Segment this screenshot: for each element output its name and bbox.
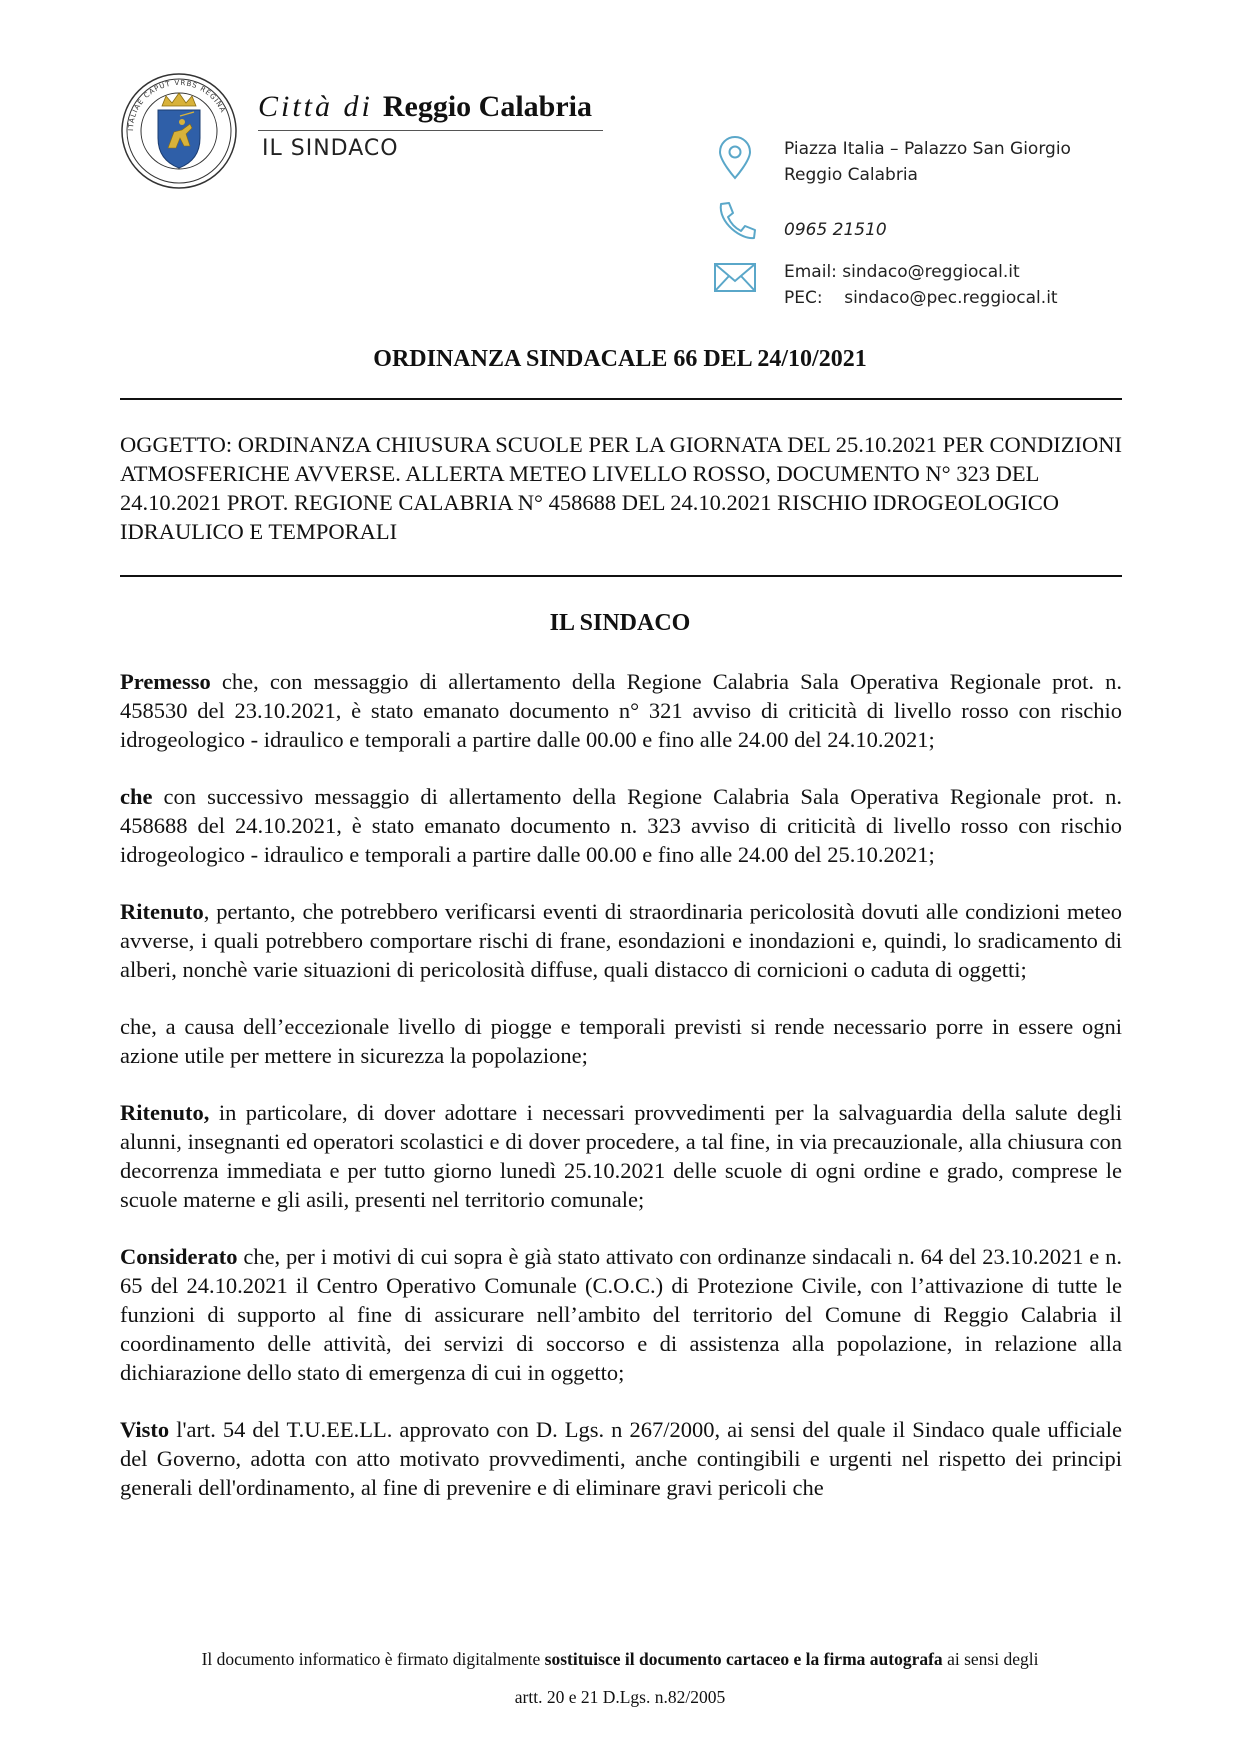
paragraph-ritenuto-particolare — [120, 1098, 1122, 1214]
paragraph-premesso — [120, 667, 1122, 754]
address-line-2: Reggio Calabria — [784, 165, 918, 185]
paragraph-text: con successivo messaggio di allertamento della Regione Calabria Sala Operativa Regionale prot. n. 458688 del 24.10.2021, è stato emanato documento n. 323 avviso di criticità di livello rosso con rischio idrogeologico - idraulico e temporali a partire dalle 00.00 e fino alle 24.00 del 25.10.2021; — [120, 784, 1122, 867]
footer-line-1 — [0, 1640, 1240, 1678]
footer-line-2: artt. 20 e 21 D.Lgs. n.82/2005 — [514, 1687, 726, 1707]
city-name: Reggio Calabria — [382, 90, 593, 123]
section-heading: IL SINDACO — [549, 610, 691, 636]
ordinance-subject: OGGETTO: ORDINANZA CHIUSURA SCUOLE PER LA GIORNATA DEL 25.10.2021 PER CONDIZIONI ATMOSFERICHE AVVERSE. ALLERTA METEO LIVELLO ROSSO, DOCUMENTO N° 323 DEL 24.10.2021 PROT. REGIONE CALABRIA N° 458688 DEL 24.10.2021 RISCHIO IDROGEOLOGICO IDRAULICO E TEMPORALI — [120, 432, 1122, 544]
ordinance-title: ORDINANZA SINDACALE 66 DEL 24/10/2021 — [373, 346, 867, 372]
mail-icon — [712, 254, 758, 300]
phone-number — [784, 217, 887, 243]
footer-text: Il documento informatico è firmato digitalmente — [201, 1649, 545, 1669]
paragraph-text: l'art. 54 del T.U.EE.LL. approvato con D. Lgs. n 267/2000, ai sensi del quale il Sindaco quale ufficiale del Governo, adotta con atto motivato provvedimenti, anche contingibili e urgenti nel rispetto dei principi generali dell'ordinamento, al fine di prevenire e di eliminare gravi pericoli che — [120, 1417, 1122, 1500]
digital-signature-footer — [0, 1640, 1240, 1716]
paragraph-ritenuto — [120, 897, 1122, 984]
location-pin-icon — [712, 135, 758, 181]
paragraph-text: che, con messaggio di allertamento della Regione Calabria Sala Operativa Regionale prot. n. 458530 del 23.10.2021, è stato emanato documento n° 321 avviso di criticità di livello rosso con rischio idrogeologico - idraulico e temporali a partire dalle 00.00 e fino alle 24.00 del 24.10.2021; — [120, 669, 1122, 752]
phone-value: 0965 21510 — [784, 220, 887, 240]
paragraph-text: , pertanto, che potrebbero verificarsi eventi di straordinaria pericolosità dovuti alle condizioni meteo avverse, i quali potrebbero comportare rischi di frane, esondazioni e inondazioni e, quindi, lo sradicamento di alberi, nonchè varie situazioni di pericolosità diffuse, quali distacco di cornicioni o caduta di oggetti; — [120, 899, 1122, 982]
address-line-1: Piazza Italia – Palazzo San Giorgio — [784, 139, 1071, 159]
office-label: IL SINDACO — [262, 136, 399, 161]
paragraph-text: che, per i motivi di cui sopra è già stato attivato con ordinanze sindacali n. 64 del 23.10.2021 e n. 65 del 24.10.2021 il Centro Operativo Comunale (C.O.C.) di Protezione Civile, con l’attivazione di tutte le funzioni di supporto al fine di assicurare nell’ambito del territorio del Comune di Reggio Calabria il coordinamento delle attività, dei servizi di soccorso e di assistenza alla popolazione, in relazione alla dichiarazione dello stato di emergenza di cui in oggetto; — [120, 1244, 1122, 1385]
city-seal-logo — [120, 72, 238, 190]
paragraph-lead: Ritenuto, — [120, 1100, 210, 1125]
paragraph-lead: che — [120, 784, 153, 809]
paragraph-lead: Premesso — [120, 669, 211, 694]
email-block — [784, 259, 1058, 311]
footer-text-end: ai sensi degli — [942, 1649, 1039, 1669]
city-prefix: Città di — [258, 90, 373, 123]
paragraph-che — [120, 782, 1122, 869]
subject-divider — [120, 575, 1122, 577]
paragraph-che-causa — [120, 1012, 1122, 1070]
paragraph-considerato — [120, 1242, 1122, 1387]
phone-icon — [712, 198, 758, 244]
paragraph-lead: Visto — [120, 1417, 170, 1442]
footer-bold-text: sostituisce il documento cartaceo e la firma autografa — [544, 1649, 943, 1669]
title-divider — [120, 398, 1122, 400]
paragraph-lead: Considerato — [120, 1244, 238, 1269]
seal-text: ITALIAE CAPUT VRBS REGINA — [126, 78, 228, 132]
paragraph-visto — [120, 1415, 1122, 1502]
paragraph-text: che, a causa dell’eccezionale livello di piogge e temporali previsti si rende necessario porre in essere ogni azione utile per mettere in sicurezza la popolazione; — [120, 1014, 1122, 1068]
address-block — [784, 136, 1071, 188]
email-line[interactable]: Email: sindaco@reggiocal.it — [784, 262, 1020, 282]
paragraph-lead: Ritenuto — [120, 899, 204, 924]
city-title — [258, 90, 592, 124]
header-divider — [258, 130, 603, 131]
paragraph-text: in particolare, di dover adottare i necessari provvedimenti per la salvaguardia della salute degli alunni, insegnanti ed operatori scolastici e di dover procedere, a tal fine, in via precauzionale, alla chiusura con decorrenza immediata e per tutto giorno lunedì 25.10.2021 delle scuole di ogni ordine e grado, comprese le scuole materne e gli asili, presenti nel territorio comunale; — [120, 1100, 1122, 1212]
pec-line[interactable]: PEC: sindaco@pec.reggiocal.it — [784, 288, 1058, 308]
ordinance-body — [120, 667, 1122, 1530]
